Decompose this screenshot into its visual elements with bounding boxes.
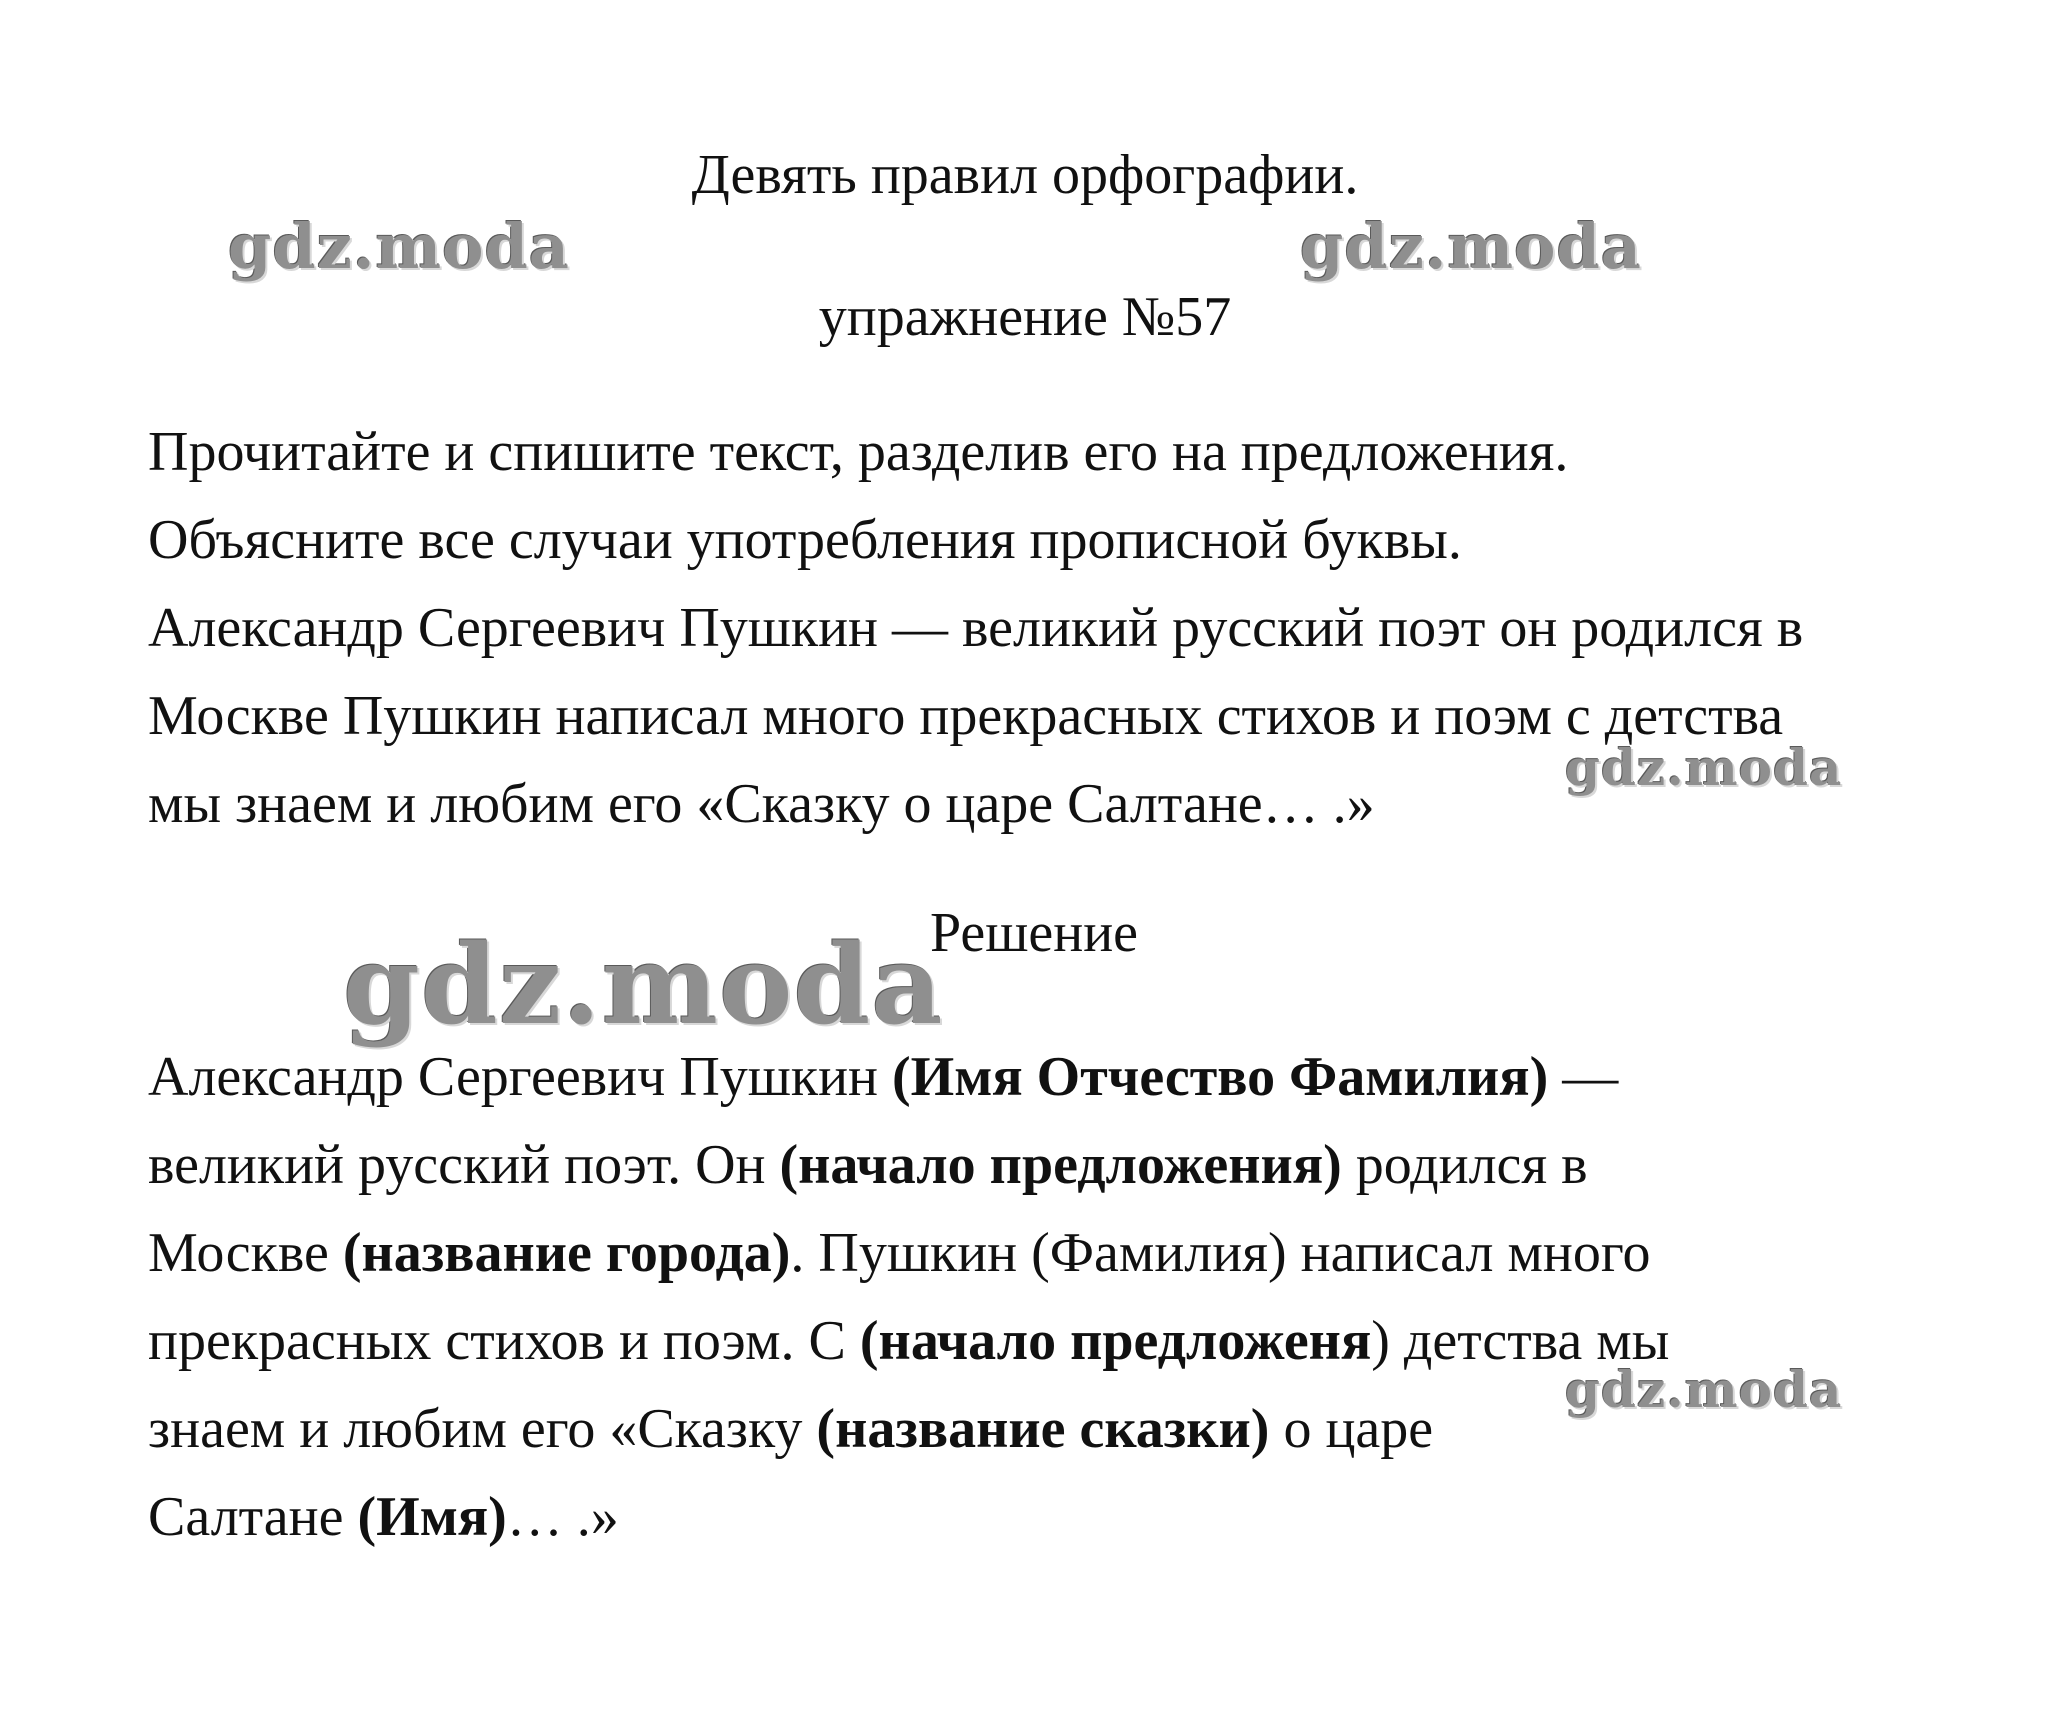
solution-line	[148, 1121, 1738, 1209]
solution-annotation: (название сказки)	[816, 1398, 1270, 1460]
solution-text-run: … .»	[506, 1486, 619, 1548]
solution-text-run: прекрасных стихов и поэм. С	[148, 1310, 860, 1372]
solution-line	[148, 1297, 1738, 1385]
solution-text-run: Салтане	[148, 1486, 358, 1548]
task-line: Александр Сергеевич Пушкин — великий русский поэт он родился в	[148, 597, 1804, 659]
solution-heading: Решение	[930, 902, 1139, 964]
solution-text	[148, 1033, 1738, 1561]
task-line: Прочитайте и спишите текст, разделив его на предложения.	[148, 421, 1569, 483]
solution-text-run: Москве	[148, 1222, 343, 1284]
solution-annotation: (название города)	[342, 1222, 791, 1284]
solution-text-run: родился в	[1341, 1134, 1588, 1196]
exercise-number: упражнение №57	[818, 286, 1232, 348]
solution-line	[148, 1209, 1738, 1297]
task-line: мы знаем и любим его «Сказку о царе Салтане… .»	[148, 773, 1375, 835]
watermark: gdz.moda	[228, 210, 570, 283]
solution-text-run: ) детства мы	[1371, 1310, 1670, 1372]
solution-annotation: (Имя Отчество Фамилия)	[892, 1046, 1549, 1108]
solution-text-run: . Пушкин (Фамилия) написал много	[790, 1222, 1651, 1284]
watermark: gdz.moda	[1300, 210, 1642, 283]
solution-text-run: —	[1548, 1046, 1619, 1108]
solution-line	[148, 1385, 1738, 1473]
solution-text-run: Александр Сергеевич Пушкин	[148, 1046, 893, 1108]
solution-text-run: знаем и любим его «Сказку	[148, 1398, 817, 1460]
solution-annotation: (Имя)	[357, 1486, 507, 1548]
watermark: gdz.moda	[1565, 738, 1843, 797]
watermark: gdz.moda	[1565, 1360, 1843, 1419]
solution-text-run: великий русский поэт. Он	[148, 1134, 780, 1196]
solution-text-run: о царе	[1269, 1398, 1434, 1460]
solution-annotation: (начало предложения)	[779, 1134, 1342, 1196]
watermark: gdz.moda	[343, 920, 944, 1049]
task-line: Объясните все случаи употребления прописной буквы.	[148, 509, 1462, 571]
page-title: Девять правил орфографии.	[691, 144, 1359, 206]
solution-line	[148, 1473, 1738, 1561]
task-line: Москве Пушкин написал много прекрасных стихов и поэм с детства	[148, 685, 1784, 747]
solution-annotation: (начало предложеня	[859, 1310, 1372, 1372]
